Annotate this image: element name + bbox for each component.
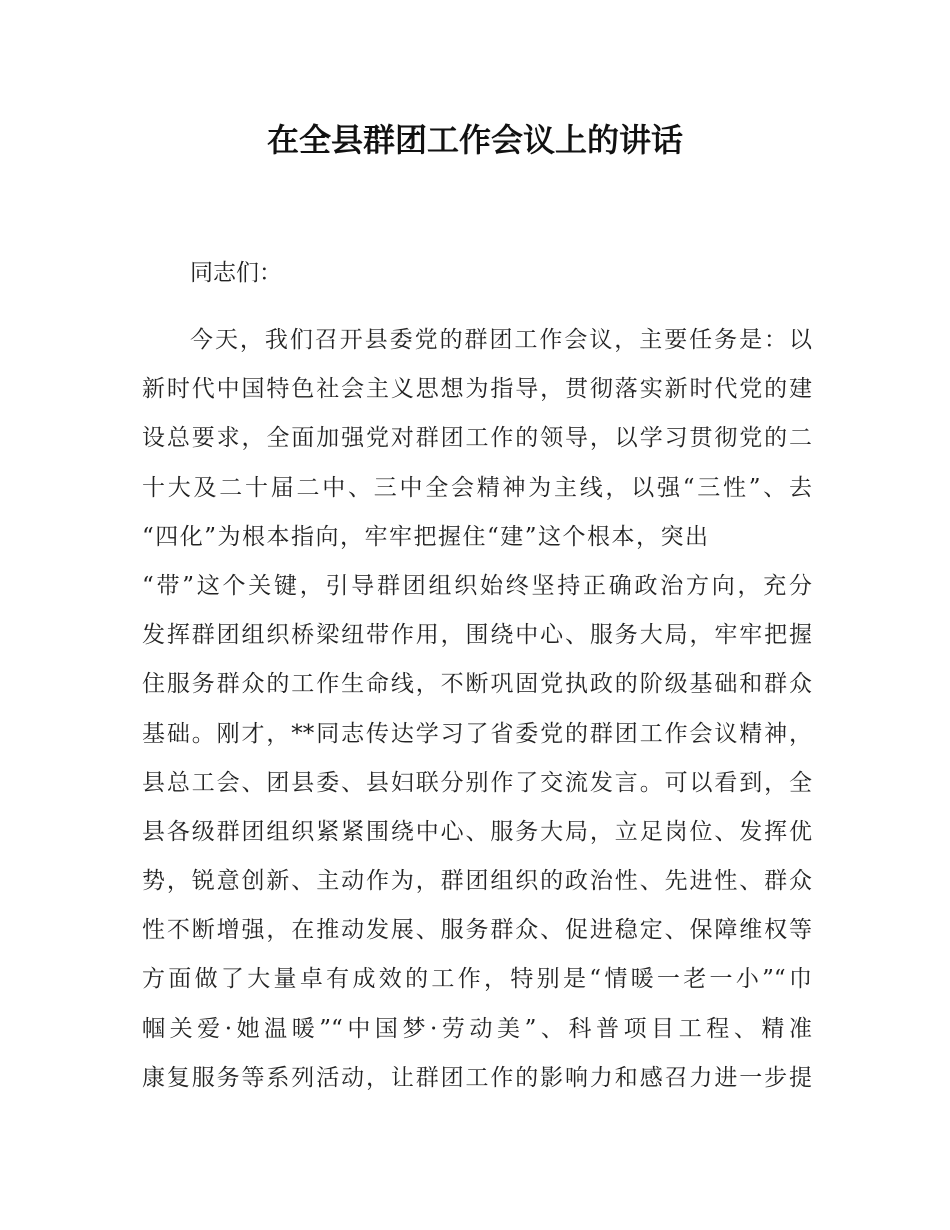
body-line: 康复服务等系列活动，让群团工作的影响力和感召力进一步提 (142, 1064, 812, 1091)
body-line: “四化”为根本指向，牢牢把握住“建”这个根本，突出 (142, 523, 710, 550)
body-line: 帼关爱·她温暖”“中国梦·劳动美”、科普项目工程、精准 (142, 1015, 812, 1042)
body-line: 住服务群众的工作生命线，不断巩固党执政的阶级基础和群众 (142, 671, 812, 698)
document-title: 在全县群团工作会议上的讲话 (266, 121, 683, 159)
body-line: 势，锐意创新、主动作为，群团组织的政治性、先进性、群众 (142, 868, 812, 895)
body-line: 方面做了大量卓有成效的工作，特别是“情暖一老一小”“巾 (142, 966, 812, 993)
body-line: 今天，我们召开县委党的群团工作会议，主要任务是：以 (190, 327, 812, 353)
body-line: 基础。刚才，**同志传达学习了省委党的群团工作会议精神， (142, 720, 812, 747)
body-line: “带”这个关键，引导群团组织始终坚持正确政治方向，充分 (142, 572, 812, 599)
body-line: 县总工会、团县委、县妇联分别作了交流发言。可以看到，全 (142, 769, 812, 796)
body-line: 县各级群团组织紧紧围绕中心、服务大局，立足岗位、发挥优 (142, 818, 812, 845)
body-line: 设总要求，全面加强党对群团工作的领导，以学习贯彻党的二 (142, 425, 812, 452)
body-line: 十大及二十届二中、三中全会精神为主线，以强“三性”、去 (142, 474, 812, 501)
speech-body (142, 320, 812, 1107)
salutation: 同志们： (190, 260, 282, 286)
body-line: 性不断增强，在推动发展、服务群众、促进稳定、保障维权等 (142, 917, 812, 944)
body-line: 新时代中国特色社会主义思想为指导，贯彻落实新时代党的建 (142, 376, 812, 403)
body-line: 发挥群团组织桥梁纽带作用，围绕中心、服务大局，牢牢把握 (142, 622, 812, 649)
